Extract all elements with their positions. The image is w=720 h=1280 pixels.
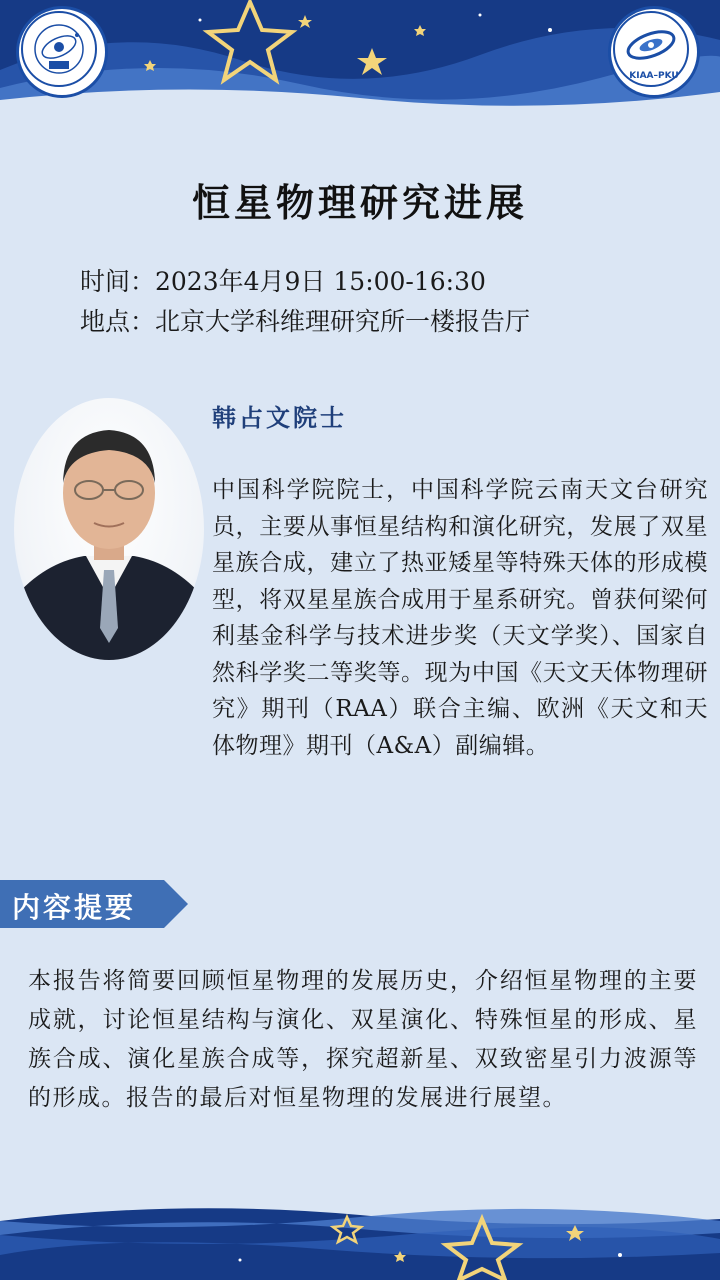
abstract-heading-tag [0,880,188,928]
bottom-banner [0,1205,720,1280]
event-time: 时间：2023年4月9日 15:00-16:30 [80,267,486,296]
abstract-heading: 内容提要 [12,891,137,924]
top-banner [0,0,720,108]
event-place: 地点：北京大学科维理研究所一楼报告厅 [80,307,531,336]
speaker-portrait [14,398,204,660]
banner-wave-decoration-bottom [0,1205,720,1280]
kiaa-logo-label: KIAA–PKU [629,71,679,81]
kiaa-logo [608,6,700,98]
speaker-name: 韩占文院士 [212,403,347,432]
speaker-photo-illustration [14,398,204,660]
page-title: 恒星物理研究进展 [191,180,528,225]
speaker-bio: 中国科学院院士，中国科学院云南天文台研究员，主要从事恒星结构和演化研究，发展了双星星族合成，建立了热亚矮星等特殊天体的形成模型，将双星星族合成用于星系研究。曾获何梁何利基金科学与技术进步奖（天文学奖）、国家自然科学奖二等奖等。现为中国《天文天体物理研究》期刊（RAA）联合主编、欧洲《天文和天体物理》期刊（A&A）副编辑。 [212,477,708,759]
astronomy-department-seal-icon [19,9,99,89]
abstract-text: 本报告将简要回顾恒星物理的发展历史，介绍恒星物理的主要成就，讨论恒星结构与演化、双星演化、特殊恒星的形成、星族合成、演化星族合成等，探究超新星、双致密星引力波源等的形成。报告的最后对恒星物理的发展进行展望。 [28,968,698,1111]
astronomy-department-logo [16,6,108,98]
